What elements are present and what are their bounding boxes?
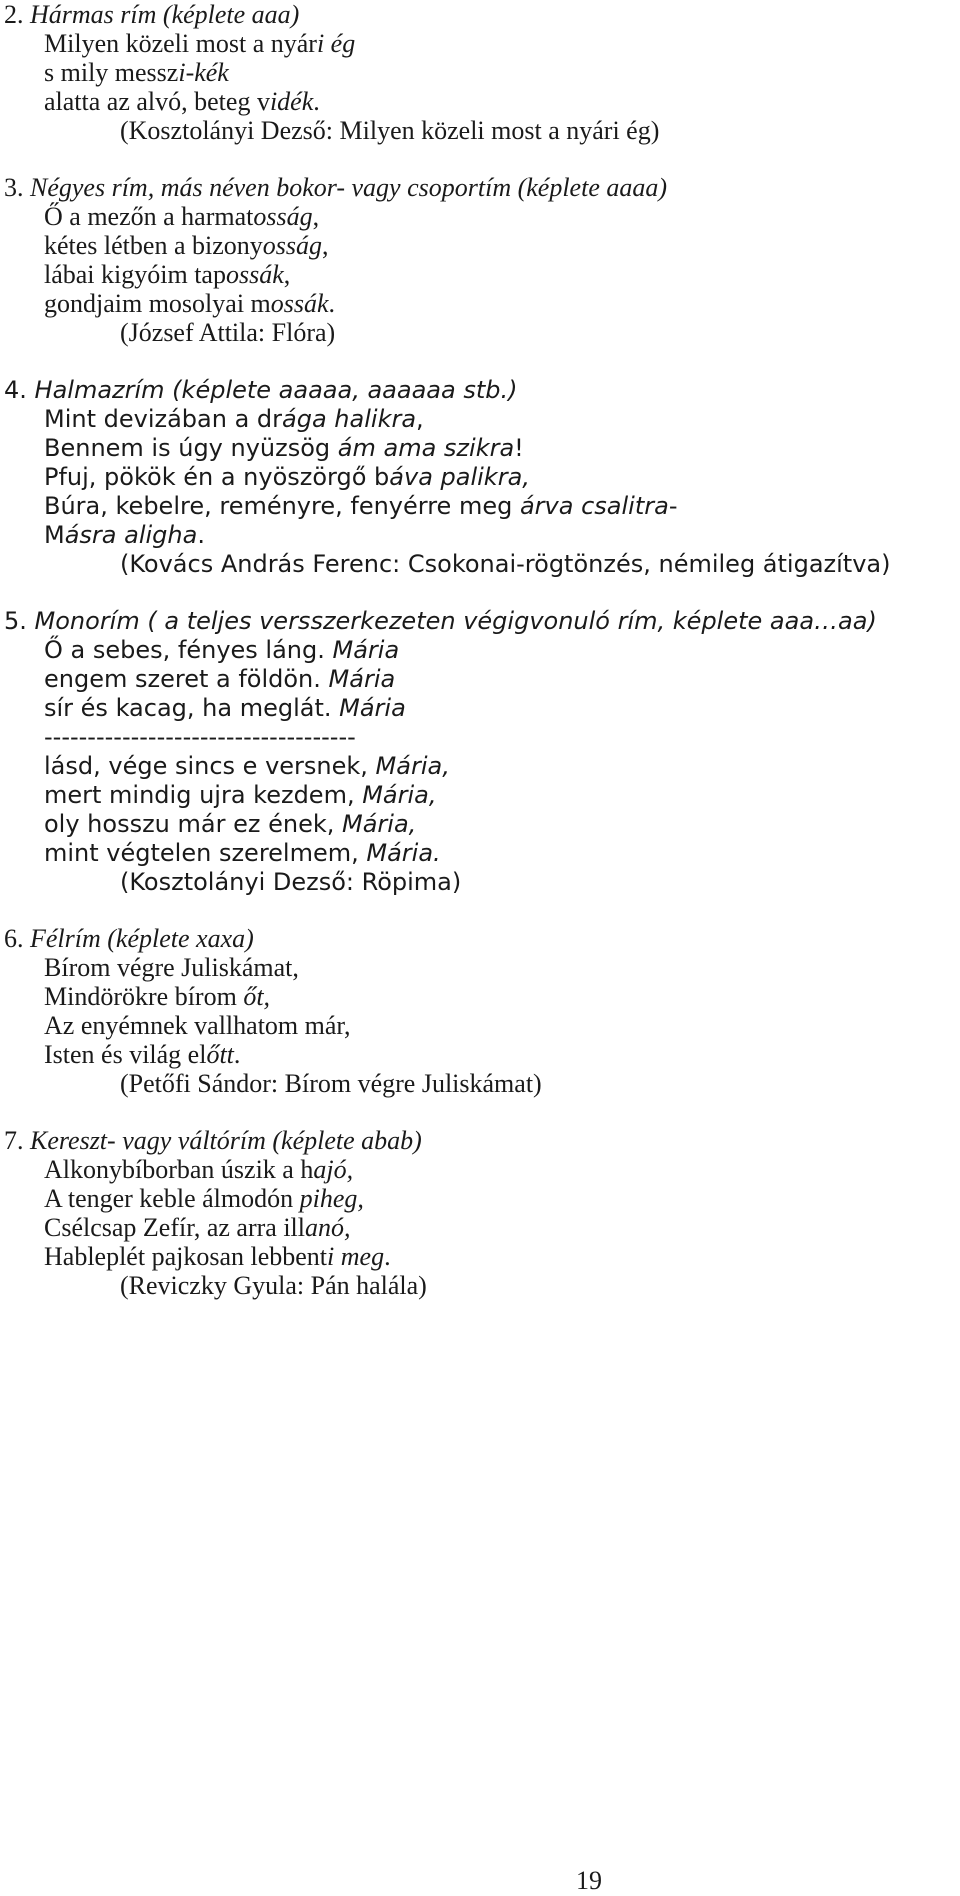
verse-text: Búra, kebelre, reményre, fenyérre meg — [44, 492, 520, 520]
verse-line — [44, 520, 205, 550]
verse-text: mint végtelen szerelmem, — [44, 839, 367, 867]
rhyme-text: ám ama szikra — [337, 434, 515, 462]
verse-text: Hableplét pajkosan lebbent — [44, 1242, 328, 1271]
verse-line — [44, 29, 355, 59]
rhyme-text: árva csalitra — [519, 492, 669, 520]
section-number: 3. — [4, 173, 30, 202]
section-title: Kereszt- vagy váltórím (képlete abab) — [30, 1126, 422, 1155]
verse-line — [44, 202, 319, 232]
section-title: Félrím (képlete xaxa) — [30, 924, 254, 953]
rhyme-text: osság — [262, 231, 323, 260]
page-number: 19 — [576, 1866, 602, 1895]
verse-line — [44, 1242, 391, 1272]
rhyme-text: őtt — [206, 1040, 234, 1069]
verse-line — [44, 289, 335, 319]
rhyme-text: piheg, — [299, 1184, 364, 1213]
verse-line — [44, 260, 290, 290]
verse-text: A tenger keble álmodón — [44, 1184, 300, 1213]
rhyme-text: Mária — [332, 636, 400, 664]
separator-line — [44, 722, 356, 752]
verse-text: M — [44, 521, 65, 549]
verse-text: lásd, vége sincs e versnek, — [44, 752, 376, 780]
verse-line — [44, 809, 416, 839]
verse-text: Csélcsap Zefír, az arra ill — [44, 1213, 305, 1242]
rhyme-text: i ég — [316, 29, 356, 58]
section-heading — [4, 606, 877, 636]
rhyme-text: áva palikra, — [389, 463, 530, 491]
verse-line — [44, 433, 524, 463]
rhyme-text: Mária, — [362, 781, 437, 809]
rhyme-text: ossák — [225, 260, 284, 289]
verse-text: sír és kacag, ha meglát. — [44, 694, 340, 722]
rhyme-text: osság — [253, 202, 313, 231]
dashes: ------------------------------------ — [44, 723, 356, 751]
section-number: 2. — [4, 0, 30, 29]
section-title: Halmazrím (képlete aaaaa, aaaaaa stb.) — [34, 376, 518, 404]
rhyme-text: Mária. — [366, 839, 441, 867]
rhyme-text: i meg — [327, 1242, 385, 1271]
section-heading — [4, 375, 517, 405]
rhyme-text: idék — [269, 87, 314, 116]
rhyme-text: i-kék — [178, 58, 229, 87]
rhyme-text: ága halikra — [282, 405, 417, 433]
rhyme-text: Mária — [328, 665, 396, 693]
verse-text: engem szeret a földön. — [44, 665, 329, 693]
verse-line — [44, 1213, 351, 1243]
verse-text: oly hosszu már ez ének, — [44, 810, 342, 838]
rhyme-text: Mária — [339, 694, 406, 722]
section-heading — [4, 1126, 422, 1156]
verse-text: Alkonybíborban úszik a h — [44, 1155, 314, 1184]
verse-text: Bennem is úgy nyüzsög — [44, 434, 338, 462]
verse-text: Ő a sebes, fényes láng. — [44, 636, 333, 664]
section-title: Hármas rím (képlete aaa) — [30, 0, 300, 29]
verse-line — [44, 462, 530, 492]
section-heading — [4, 924, 254, 954]
verse-line — [44, 982, 270, 1012]
verse-text: - — [668, 492, 678, 520]
verse-line — [44, 751, 450, 781]
verse-text: , — [312, 202, 320, 231]
verse-line — [44, 635, 399, 665]
verse-text: . — [313, 87, 320, 116]
section-title: Monorím ( a teljes versszerkezeten végigvonuló rím, képlete aaa…aa) — [34, 607, 877, 635]
verse-line — [44, 87, 320, 117]
verse-text: Mint devizában a dr — [44, 405, 283, 433]
verse-text: gondjaim mosolyai m — [44, 289, 271, 318]
verse-text: kétes létben a bizony — [44, 231, 263, 260]
rhyme-text: Mária, — [375, 752, 450, 780]
verse-text: Mindörökre bírom — [44, 982, 244, 1011]
verse-text: . — [328, 289, 336, 318]
verse-line — [44, 664, 395, 694]
verse-line — [44, 1011, 351, 1041]
verse-line — [44, 1040, 240, 1070]
section-number: 6. — [4, 924, 30, 953]
source-citation: (Kosztolányi Dezső: Röpima) — [120, 868, 462, 896]
verse-line — [44, 953, 299, 983]
verse-text: Isten és világ el — [44, 1040, 207, 1069]
verse-text: , — [416, 405, 424, 433]
rhyme-text: anó, — [305, 1213, 351, 1242]
verse-text: , — [322, 231, 329, 260]
rhyme-text: őt, — [243, 982, 271, 1011]
section-number: 5. — [4, 607, 35, 635]
rhyme-text: ajó, — [313, 1155, 354, 1184]
verse-line — [44, 1155, 353, 1185]
verse-text: . — [384, 1242, 391, 1271]
verse-line — [44, 231, 329, 261]
verse-line — [44, 58, 229, 88]
verse-line — [44, 780, 437, 810]
verse-line — [44, 693, 406, 723]
verse-text: Milyen közeli most a nyár — [44, 29, 317, 58]
verse-text: s mily messz — [44, 58, 179, 87]
verse-line — [44, 1184, 364, 1214]
verse-line — [44, 404, 424, 434]
verse-text: . — [233, 1040, 241, 1069]
rhyme-text: ásra aligha — [64, 521, 198, 549]
verse-text: lábai kigyóim tap — [44, 260, 226, 289]
source-citation: (Reviczky Gyula: Pán halála) — [120, 1271, 427, 1300]
section-heading — [4, 0, 299, 30]
section-heading — [4, 173, 667, 203]
rhyme-text: Mária, — [342, 810, 417, 838]
verse-text: mert mindig ujra kezdem, — [44, 781, 363, 809]
section-number: 4. — [4, 376, 35, 404]
section-title: Négyes rím, más néven bokor- vagy csoportím (képlete aaaa) — [30, 173, 668, 202]
verse-text: Ő a mezőn a harmat — [44, 202, 254, 231]
verse-text: ! — [514, 434, 524, 462]
verse-text: . — [197, 521, 205, 549]
rhyme-text: ossák — [270, 289, 329, 318]
verse-line — [44, 491, 677, 521]
source-citation: (Petőfi Sándor: Bírom végre Juliskámat) — [120, 1069, 542, 1098]
section-number: 7. — [4, 1126, 30, 1155]
verse-line — [44, 838, 441, 868]
source-citation: (Kosztolányi Dezső: Milyen közeli most a nyári ég) — [120, 116, 660, 145]
verse-text: alatta az alvó, beteg v — [44, 87, 270, 116]
verse-text: , — [283, 260, 291, 289]
verse-text: Pfuj, pökök én a nyöszörgő b — [44, 463, 390, 491]
source-citation: (József Attila: Flóra) — [120, 318, 336, 347]
verse-text: Az enyémnek vallhatom már, — [44, 1011, 351, 1040]
verse-text: Bírom végre Juliskámat, — [44, 953, 299, 982]
source-citation: (Kovács András Ferenc: Csokonai-rögtönzés, némileg átigazítva) — [120, 550, 891, 578]
